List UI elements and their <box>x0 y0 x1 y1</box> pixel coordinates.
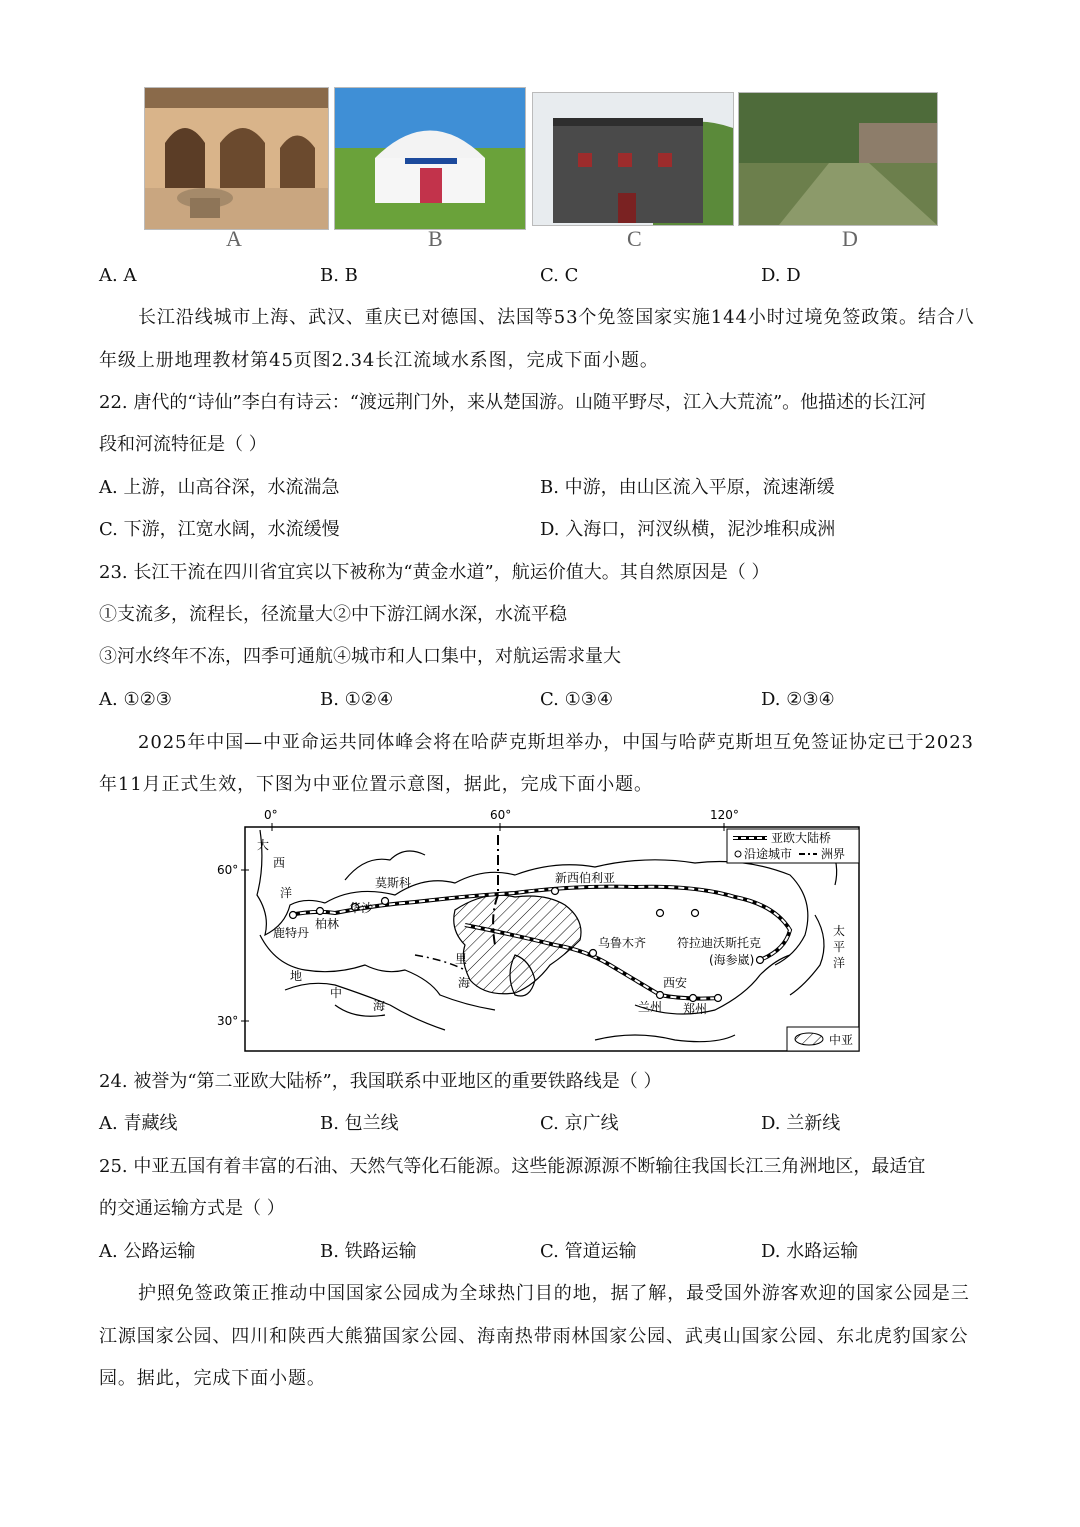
lat-label-60: 60° <box>217 863 239 877</box>
q24-option-c[interactable]: C. 京广线 <box>540 1113 619 1134</box>
lat-label-30: 30° <box>217 1014 239 1028</box>
intro3-line1: 护照免签政策正推动中国国家公园成为全球热门目的地，据了解，最受国外游客欢迎的国家公园是三 <box>138 1283 970 1304</box>
q22-stem-line2: 段和河流特征是（ ） <box>99 434 267 455</box>
pacific-char-1: 太 <box>833 924 846 938</box>
stone-house-image <box>533 93 733 225</box>
q24-option-b[interactable]: B. 包兰线 <box>320 1113 399 1134</box>
intro1-line1: 长江沿线城市上海、武汉、重庆已对德国、法国等53个免签国家实施144小时过境免签政策。结合八 <box>138 307 975 328</box>
photo-label-c: C <box>627 226 642 251</box>
label-xian: 西安 <box>663 976 688 990</box>
label-zhengzhou: 郑州 <box>683 1002 708 1016</box>
pacific-char-3: 洋 <box>833 956 846 970</box>
photo-label-b: B <box>428 226 443 251</box>
q25-option-d[interactable]: D. 水路运输 <box>761 1241 859 1262</box>
q22-option-c[interactable]: C. 下游，江宽水阔，水流缓慢 <box>99 519 340 540</box>
photo-b-yurt <box>334 87 526 230</box>
intro3-line3: 园。据此，完成下面小题。 <box>99 1368 326 1389</box>
label-berlin: 柏林 <box>315 917 340 931</box>
q25-stem-line1: 25. 中亚五国有着丰富的石油、天然气等化石能源。这些能源源源不断输往我国长江三角洲地区，最适宜 <box>99 1156 926 1177</box>
photo-a-cave-dwelling <box>144 87 329 230</box>
label-novosibirsk: 新西伯利亚 <box>555 871 616 885</box>
q24-stem: 24. 被誉为“第二亚欧大陆桥”，我国联系中亚地区的重要铁路线是（ ） <box>99 1071 662 1092</box>
caspian-char-2: 海 <box>458 976 471 990</box>
q22-option-d[interactable]: D. 入海口，河汊纵横，泥沙堆积成洲 <box>540 519 836 540</box>
photo-label-a: A <box>226 226 242 251</box>
photo-d-water-town <box>738 92 938 226</box>
q23-option-a[interactable]: A. ①②③ <box>99 689 172 710</box>
med-char-1: 地 <box>290 969 303 983</box>
atlantic-char-3: 洋 <box>280 886 293 900</box>
label-moscow: 莫斯科 <box>375 876 412 890</box>
q21-option-b[interactable]: B. B <box>320 265 358 286</box>
q25-option-c[interactable]: C. 管道运输 <box>540 1241 637 1262</box>
label-lanzhou: 兰州 <box>638 1000 663 1014</box>
q23-items-1-2: ①支流多，流程长，径流量大②中下游江阔水深，水流平稳 <box>99 604 567 625</box>
q21-option-d[interactable]: D. D <box>761 265 801 286</box>
water-town-image <box>739 93 937 225</box>
pacific-char-2: 平 <box>833 940 846 954</box>
intro2-line1: 2025年中国—中亚命运共同体峰会将在哈萨克斯坦举办，中国与哈萨克斯坦互免签证协定已于2023 <box>138 732 974 753</box>
atlantic-char-2: 西 <box>273 856 286 870</box>
label-warsaw: 华沙 <box>349 901 374 915</box>
q21-option-a[interactable]: A. A <box>99 265 137 286</box>
lon-label-120: 120° <box>710 808 739 822</box>
q23-option-c[interactable]: C. ①③④ <box>540 689 613 710</box>
label-vladivostok-cn: (海参崴) <box>709 953 755 967</box>
caspian-char-1: 里 <box>455 952 468 966</box>
med-char-3: 海 <box>373 999 386 1013</box>
central-asia-map <box>215 805 865 1055</box>
intro3-line2: 江源国家公园、四川和陕西大熊猫国家公园、海南热带雨林国家公园、武夷山国家公园、东北虎豹国家公 <box>99 1326 969 1347</box>
label-rotterdam: 鹿特丹 <box>273 926 310 940</box>
intro1-line2: 年级上册地理教材第45页图2.34长江流域水系图，完成下面小题。 <box>99 350 659 371</box>
legend-city: 沿途城市 <box>744 847 793 861</box>
yurt-image <box>335 88 525 229</box>
label-urumqi: 乌鲁木齐 <box>598 936 647 950</box>
q25-stem-line2: 的交通运输方式是（ ） <box>99 1198 285 1219</box>
q23-items-3-4: ③河水终年不冻，四季可通航④城市和人口集中，对航运需求量大 <box>99 646 621 667</box>
q23-option-b[interactable]: B. ①②④ <box>320 689 394 710</box>
q23-option-d[interactable]: D. ②③④ <box>761 689 835 710</box>
lon-label-60: 60° <box>490 808 512 822</box>
legend-boundary: 洲界 <box>821 847 846 861</box>
q22-stem-line1: 22. 唐代的“诗仙”李白有诗云：“渡远荆门外，来从楚国游。山随平野尽，江入大荒流”。他描述的长江河 <box>99 392 927 413</box>
q25-option-a[interactable]: A. 公路运输 <box>99 1241 196 1262</box>
q22-option-b[interactable]: B. 中游，由山区流入平原，流速渐缓 <box>540 477 835 498</box>
photo-label-d: D <box>842 226 858 251</box>
q21-option-c[interactable]: C. C <box>540 265 579 286</box>
photo-c-stone-house <box>532 92 734 226</box>
q24-option-d[interactable]: D. 兰新线 <box>761 1113 841 1134</box>
q24-option-a[interactable]: A. 青藏线 <box>99 1113 178 1134</box>
atlantic-char-1: 大 <box>257 838 270 852</box>
cave-dwelling-image <box>145 88 328 229</box>
lon-label-0: 0° <box>264 808 278 822</box>
med-char-2: 中 <box>330 986 343 1000</box>
q25-option-b[interactable]: B. 铁路运输 <box>320 1241 417 1262</box>
legend-land-bridge: 亚欧大陆桥 <box>771 831 832 845</box>
q22-option-a[interactable]: A. 上游，山高谷深，水流湍急 <box>99 477 340 498</box>
intro2-line2: 年11月正式生效，下图为中亚位置示意图，据此，完成下面小题。 <box>99 774 653 795</box>
label-vladivostok: 符拉迪沃斯托克 <box>677 936 762 950</box>
q23-stem: 23. 长江干流在四川省宜宾以下被称为“黄金水道”，航运价值大。其自然原因是（ ） <box>99 562 770 583</box>
legend-central-asia: 中亚 <box>829 1033 854 1047</box>
